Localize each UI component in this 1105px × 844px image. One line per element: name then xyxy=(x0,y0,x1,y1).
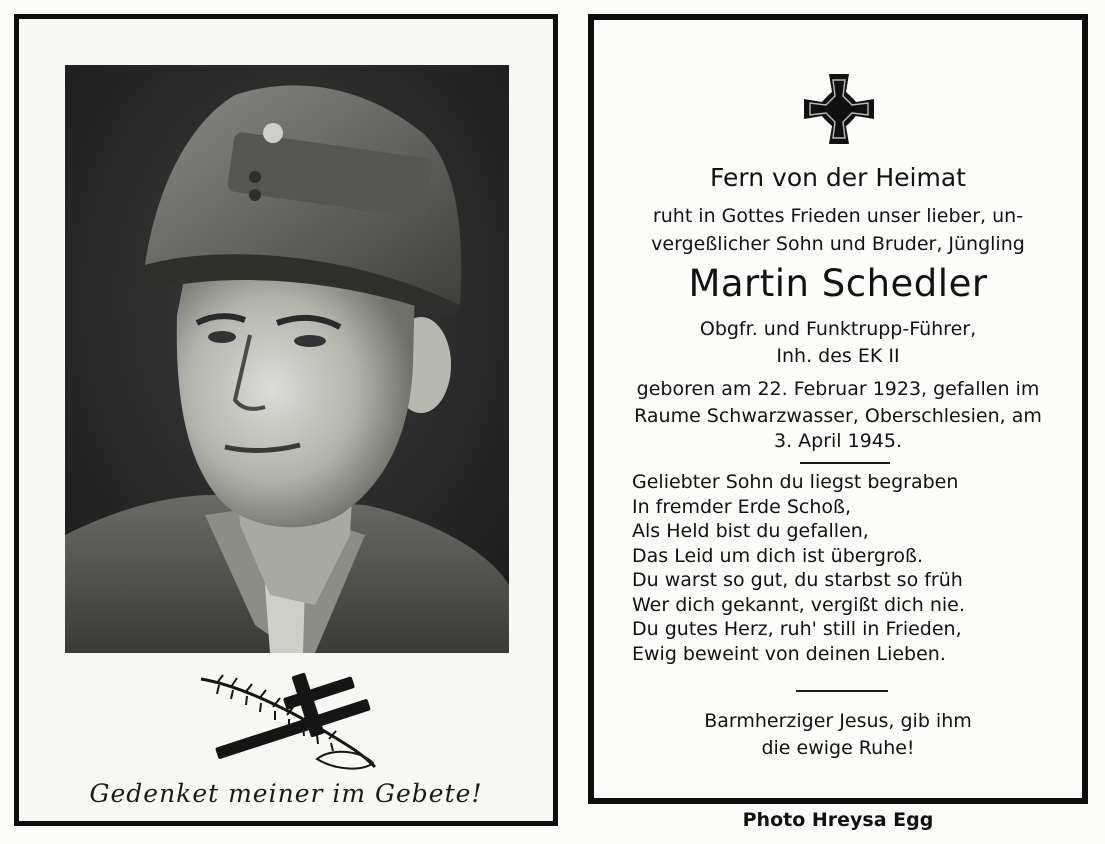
iron-cross-icon xyxy=(802,72,876,146)
deceased-name: Martin Schedler xyxy=(688,262,988,305)
prayer-text: Gedenket meiner im Gebete! xyxy=(89,779,483,808)
bio-line: geboren am 22. Februar 1923, gefallen im xyxy=(636,378,1040,400)
closing-prayer xyxy=(594,708,1082,762)
bio-line: 3. April 1945. xyxy=(773,430,903,452)
divider xyxy=(800,462,890,464)
closing-line: Barmherziger Jesus, gib ihm xyxy=(704,710,972,732)
poem-line: Geliebter Sohn du liegst begraben xyxy=(632,471,959,493)
closing-line: die ewige Ruhe! xyxy=(761,737,915,759)
portrait-photo xyxy=(65,65,509,653)
poem xyxy=(632,470,965,666)
poem-line: Du gutes Herz, ruh' still in Frieden, xyxy=(632,618,962,640)
cross-and-palm-icon xyxy=(197,667,387,775)
memorial-card-front xyxy=(14,14,558,826)
poem-line: Du warst so gut, du starbst so früh xyxy=(632,569,963,591)
poem-line: In fremder Erde Schoß, xyxy=(632,495,852,518)
rank-line: Obgfr. und Funktrupp-Führer, xyxy=(699,318,977,340)
poem-line: Wer dich gekannt, vergißt dich nie. xyxy=(632,593,965,616)
intro-line: vergeßlicher Sohn und Bruder, Jüngling xyxy=(651,233,1025,255)
poem-line: Ewig beweint von deinen Lieben. xyxy=(632,642,946,665)
heading: Fern von der Heimat xyxy=(710,163,966,192)
divider xyxy=(796,690,888,692)
memorial-card-back xyxy=(588,14,1088,804)
bio-line: Raume Schwarzwasser, Oberschlesien, am xyxy=(634,405,1042,427)
photo-credit: Photo Hreysa Egg xyxy=(742,809,934,831)
poem-line: Das Leid um dich ist übergroß. xyxy=(632,544,924,567)
intro-line: ruht in Gottes Frieden unser lieber, un- xyxy=(652,205,1024,227)
poem-line: Als Held bist du gefallen, xyxy=(632,520,869,542)
rank-line: Inh. des EK II xyxy=(776,345,900,367)
